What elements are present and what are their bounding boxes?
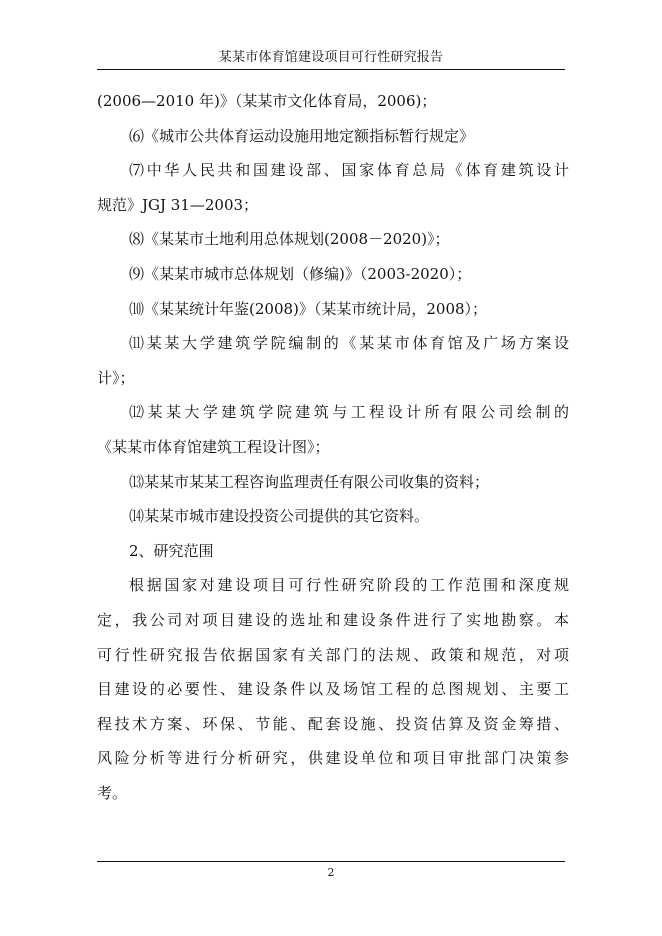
running-header-title: 某某市体育馆建设项目可行性研究报告 xyxy=(218,50,444,65)
reference-item-10: ⑽《某某统计年鉴(2008)》（某某市统计局，2008）； xyxy=(129,299,488,318)
reference-item-6: ⑹《城市公共体育运动设施用地定额指标暂行规定》 xyxy=(129,126,475,145)
text-line: 规范》JGJ 31—2003； xyxy=(97,195,259,214)
paragraph-line: 根据国家对建设项目可行性研究阶段的工作范围和深度规 xyxy=(129,576,569,595)
text-line: 计》； xyxy=(97,368,135,387)
text-line: (2006—2010 年)》（某某市文化体育局，2006)； xyxy=(97,92,437,110)
reference-item-13: ⒀某某市某某工程咨询监理责任有限公司收集的资料； xyxy=(129,472,490,491)
reference-item-7: ⑺中华人民共和国建设部、国家体育总局《体育建筑设计 xyxy=(129,161,569,180)
page-number: 2 xyxy=(327,866,335,879)
paragraph-line: 风险分析等进行分析研究，供建设单位和项目审批部门决策参 xyxy=(97,749,569,768)
paragraph-line: 目建设的必要性、建设条件以及场馆工程的总图规划、主要工 xyxy=(97,680,569,699)
footer-divider xyxy=(97,861,565,862)
text-line: 《某某市体育馆建筑工程设计图》； xyxy=(97,437,330,456)
reference-item-11: ⑾某某大学建筑学院编制的《某某市体育馆及广场方案设 xyxy=(129,334,569,353)
reference-item-8: ⑻《某某市土地利用总体规划(2008－2020)》； xyxy=(129,230,450,249)
paragraph-line: 定，我公司对项目建设的选址和建设条件进行了实地勘察。本 xyxy=(97,610,569,629)
reference-item-14: ⒁某某市城市建设投资公司提供的其它资料。 xyxy=(129,507,430,526)
paragraph-line: 考。 xyxy=(97,783,128,802)
reference-item-12: ⑿某某大学建筑学院建筑与工程设计所有限公司绘制的 xyxy=(129,403,569,422)
header-divider xyxy=(97,69,565,70)
reference-item-9: ⑼《某某市城市总体规划（修编)》（2003-2020）； xyxy=(129,264,472,283)
section-heading: 2、研究范围 xyxy=(129,541,214,560)
paragraph-line: 程技术方案、环保、节能、配套设施、投资估算及资金筹措、 xyxy=(97,714,569,733)
body-text xyxy=(97,84,569,810)
paragraph-line: 可行性研究报告依据国家有关部门的法规、政策和规范，对项 xyxy=(97,645,569,664)
